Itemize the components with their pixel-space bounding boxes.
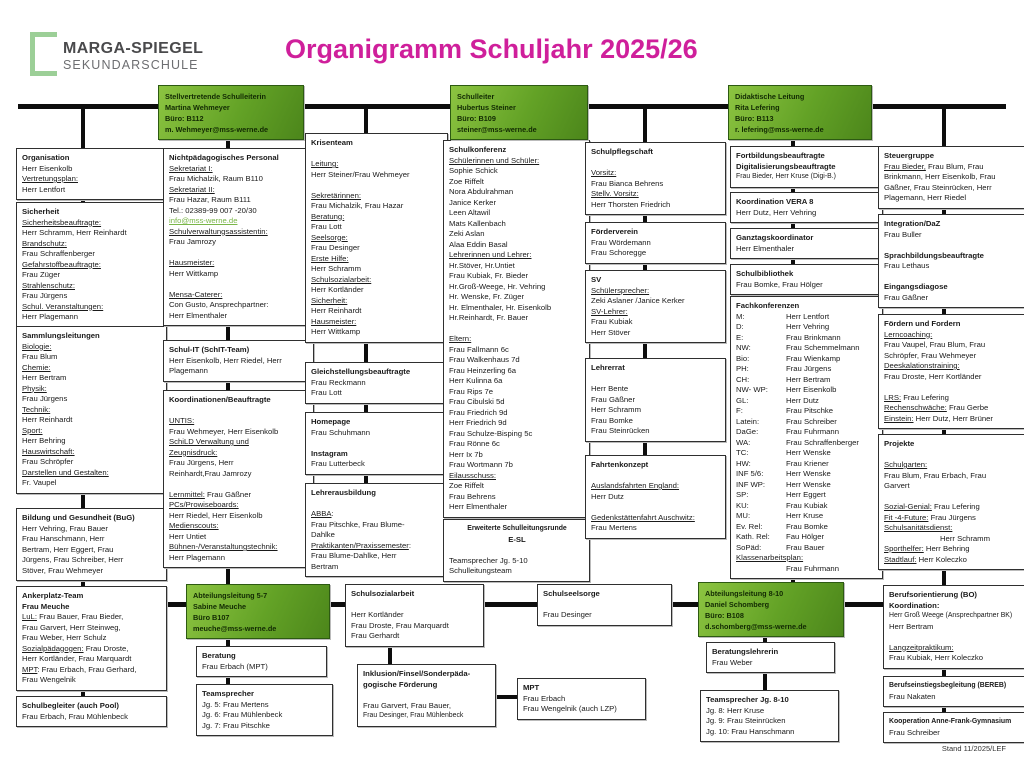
org-box-schulleiter: Schulleiter Hubertus Steiner Büro: B109 steiner@mss-werne.de bbox=[450, 85, 588, 140]
org-box-ankerplatz-team: Ankerplatz-Team Frau Meuche LuL: Frau Bauer, Frau Bieder, Frau Garvert, Herr Steinweg, Frau Weber, Herr Schulz Sozialpädagogen: Frau Droste, Herr Kortländer, Frau Marquardt MPT: Frau Erbach, Frau Gerhard, Frau Wengelnik bbox=[16, 586, 167, 691]
org-box-stellv-schulleiterin: Stellvertretende Schulleiterin Martina Wehmeyer Büro: B112 m. Wehmeyer@mss-werne.de bbox=[158, 85, 304, 140]
org-box-abteilungsleitung-5-7: Abteilungsleitung 5-7 Sabine Meuche Büro B107 meuche@mss-werne.de bbox=[186, 584, 330, 639]
org-box-beratung: Beratung Frau Erbach (MPT) bbox=[196, 646, 327, 677]
email-link[interactable]: info@mss-werne.de bbox=[169, 216, 238, 225]
org-box-sicherheit: Sicherheit Sicherheitsbeauftragte: Herr Schramm, Herr Reinhardt Brandschutz: Frau Schraffenberger Gefahrstoffbeauftragte: Frau Züger Strahlenschutz: Frau Jürgens Schul. Veranstaltungen: Herr Plagemann bbox=[16, 202, 167, 328]
org-box-koordinationen: Koordinationen/Beauftragte UNTIS: Frau Wehmeyer, Herr Eisenkolb SchiLD Verwaltung und Zeugnisdruck: Frau Jürgens, Herr Reinhardt,Frau Jamrozy Lernmittel: Frau Gäßner PCs/Prowiseboards: Herr Riedel, Herr Eisenkolb Medienscouts: Herr Untiet Bühnen-/Veranstaltungstechnik: Herr Plagemann bbox=[163, 390, 314, 568]
version-stamp: Stand 11/2025/LEF bbox=[941, 744, 1006, 753]
org-box-homepage-instagram: Homepage Frau Schuhmann Instagram Frau Lutterbeck bbox=[305, 412, 448, 475]
org-box-krisenteam: Krisenteam Leitung: Herr Steiner/Frau Wehmeyer Sekretärinnen: Frau Michalzik, Frau Hazar Beratung: Frau Lott Seelsorge: Frau Desinger Erste Hilfe: Herr Schramm Schulsozialarbeit: Herr Kortländer Sicherheit: Herr Reinhardt Hausmeister: Herr Wittkamp bbox=[305, 133, 448, 343]
org-box-fahrtenkonzept: Fahrtenkonzept Auslandsfahrten England: Herr Dutz Gedenkstättenfahrt Auschwitz: Frau Mertens bbox=[585, 455, 726, 539]
org-box-organisation: Organisation Herr Eisenkolb Vertretungsplan: Herr Lentfort bbox=[16, 148, 167, 200]
org-box-koordination-vera8: Koordination VERA 8 Herr Dutz, Herr Vehring bbox=[730, 192, 883, 223]
page-title: Organigramm Schuljahr 2025/26 bbox=[285, 34, 698, 64]
org-box-didaktische-leitung: Didaktische Leitung Rita Lefering Büro: B113 r. lefering@mss-werne.de bbox=[728, 85, 872, 140]
org-box-schulbegleiter: Schulbegleiter (auch Pool) Frau Erbach, Frau Mühlenbeck bbox=[16, 696, 167, 727]
org-box-berufsorientierung: Berufsorientierung (BO) Koordination: Herr Groß Weege (Ansprechpartner BK) Herr Bertram Langzeitpraktikum: Frau Kubiak, Herr Koleczko bbox=[883, 585, 1024, 669]
org-box-schulkonferenz: Schulkonferenz Schülerinnen und Schüler: Sophie Schick Zoe Riffelt Nora Abdulrahman Janice Kerker Leen Altawil Mats Kallenbach Zeki Aslan Alaa Eddin Basal Lehrerinnen und Lehrer: Hr.Stöver, Hr.Untiet Frau Kubiak, Fr. Bieder Hr.Groß-Weege, Hr. Vehring Hr. Wenske, Fr. Züger Hr. Elmenthaler, Hr. Eisenkolb Hr.Reinhardt, Fr. Bauer Eltern: Frau Fallmann 6c Frau Walkenhaus 7d Frau Heinzerling 6a Herr Kulinna 6a Frau Rips 7e Frau Cibulski 5d Frau Friedrich 9d Herr Friedrich 9d Frau Schulze-Bisping 5c Frau Rönne 6c Herr Ix 7b Frau Wortmann 7b Eilausschuss: Zoe Riffelt Frau Behrens Herr Elmenthaler bbox=[443, 140, 590, 518]
org-box-foerderverein: Förderverein Frau Wördemann Frau Schoregge bbox=[585, 222, 726, 264]
org-box-sammlungsleitungen: Sammlungsleitungen Biologie: Frau Blum Chemie: Herr Bertram Physik: Frau Jürgens Technik: Herr Reinhardt Sport: Herr Behring Hauswirtschaft: Frau Schröpfer Darstellen und Gestalten: Fr. Vaupel bbox=[16, 326, 167, 494]
org-box-teamsprecher-8-10: Teamsprecher Jg. 8-10 Jg. 8: Herr Kruse Jg. 9: Frau Steinrücken Jg. 10: Frau Hanschmann bbox=[700, 690, 839, 742]
org-box-projekte: Projekte Schulgarten: Frau Blum, Frau Erbach, Frau Garvert Sozial-Genial: Frau Lefering Fit -4-Future: Frau Jürgens Schulsanitätsdienst: Herr Schramm Sporthelfer: Herr Behring Stadtlauf: Herr Koleczko bbox=[878, 434, 1024, 570]
org-box-fortbildungsbeauftragte: Fortbildungsbeauftragte Digitalisierungsbeauftragte Frau Bieder, Herr Kruse (Digi-B.) bbox=[730, 146, 883, 188]
org-box-mpt: MPT Frau Erbach Frau Wengelnik (auch LZP) bbox=[517, 678, 646, 720]
org-box-teamsprecher-5-7: Teamsprecher Jg. 5: Frau Mertens Jg. 6: Frau Mühlenbeck Jg. 7: Frau Pitschke bbox=[196, 684, 333, 736]
logo-school-type: SEKUNDARSCHULE bbox=[63, 58, 199, 72]
logo-bracket-icon bbox=[30, 32, 57, 76]
school-logo bbox=[30, 30, 203, 76]
org-box-erweiterte-schulleitungsrunde: Erweiterte Schulleitungsrunde E-SL Teamsprecher Jg. 5-10 Schulleitungsteam bbox=[443, 519, 590, 582]
org-box-fachkonferenzen: Fachkonferenzen M: Herr Lentfort D: Herr Vehring E: Frau Brinkmann NW: Frau Schemmelmann Bio: Frau Wienkamp PH: Frau Jürgens CH: Herr Bertram NW- WP: Herr Eisenkolb GL: Herr Dutz F: Frau Pitschke Latein: Frau Schreiber DaGe: Frau Fuhrmann WA: Frau Schraffenberger TC: Herr Wenske HW: Frau Kriener INF 5/6: Herr Wenske INF WP: Herr Wenske SP: Herr Eggert KU: Frau Kubiak MU: Herr Kruse Ev. Rel: Frau Bomke Kath. Rel: Fau Hölger SoPäd: Frau Bauer Klassenarbeitsplan: Frau Fuhrmann bbox=[730, 296, 883, 579]
org-box-abteilungsleitung-8-10: Abteilungsleitung 8-10 Daniel Schomberg Büro: B108 d.schomberg@mss-werne.de bbox=[698, 582, 844, 637]
org-box-lehrerausbildung: Lehrerausbildung ABBA: Frau Pitschke, Frau Blume- Dahlke Praktikanten/Praxissemester: Frau Blume-Dahlke, Herr Bertram bbox=[305, 483, 448, 577]
org-box-ganztagskoordinator: Ganztagskoordinator Herr Elmenthaler bbox=[730, 228, 883, 259]
org-box-berufseinstiegsbegleitung: Berufseinstiegsbegleitung (BEREB) Frau Nakaten bbox=[883, 676, 1024, 707]
org-box-integration-daz: Integration/DaZ Frau Buller Sprachbildungsbeauftragte Frau Lethaus Eingangsdiagose Frau Gäßner bbox=[878, 214, 1024, 308]
org-box-kooperation-afg: Kooperation Anne-Frank-Gymnasium Frau Schreiber bbox=[883, 712, 1024, 743]
org-box-schulsozialarbeit: Schulsozialarbeit Herr Kortländer Frau Droste, Frau Marquardt Frau Gerhardt bbox=[345, 584, 484, 647]
org-box-gleichstellungsbeauftragte: Gleichstellungsbeauftragte Frau Reckmann Frau Lott bbox=[305, 362, 448, 404]
org-box-foerdern-und-fordern: Fördern und Fordern Lerncoaching: Frau Vaupel, Frau Blum, Frau Schröpfer, Frau Wehmeyer Deeskalationstraining: Frau Droste, Herr Kortländer LRS: Frau Lefering Rechenschwäche: Frau Gerbe Einstein: Herr Dutz, Herr Brüner bbox=[878, 314, 1024, 429]
org-box-bildung-und-gesundheit: Bildung und Gesundheit (BuG) Herr Vehring, Frau Bauer Frau Hanschmann, Herr Bertram, Herr Eggert, Frau Jürgens, Frau Schreiber, Herr Stöver, Frau Wehmeyer bbox=[16, 508, 167, 581]
org-box-beratungslehrerin: Beratungslehrerin Frau Weber bbox=[706, 642, 835, 673]
org-box-lehrerrat: Lehrerrat Herr Bente Frau Gäßner Herr Schramm Frau Bomke Frau Steinrücken bbox=[585, 358, 726, 442]
org-box-sv: SV Schülersprecher: Zeki Aslaner /Janice Kerker SV-Lehrer: Frau Kubiak Herr Stöver bbox=[585, 270, 726, 343]
org-box-schulbibliothek: Schulbibliothek Frau Bomke, Frau Hölger bbox=[730, 264, 883, 295]
org-box-nichtpaedagogisches-personal: Nichtpädagogisches Personal Sekretariat I: Frau Michalzik, Raum B110 Sekretariat II: Frau Hazar, Raum B111 Tel.: 02389-99 007 -20/30 info@mss-werne.de Schulverwaltungsassistentin: Frau Jamrozy Hausmeister: Herr Wittkamp Mensa-Caterer: Con Gusto, Ansprechpartner: Herr Elmenthaler bbox=[163, 148, 314, 326]
org-box-schulpflegschaft: Schulpflegschaft Vorsitz: Frau Bianca Behrens Stellv. Vorsitz: Herr Thorsten Friedrich bbox=[585, 142, 726, 215]
org-box-inklusion: Inklusion/Finsel/Sonderpäda- gogische Förderung Frau Garvert, Frau Bauer, Frau Desinger, Frau Mühlenbeck bbox=[357, 664, 496, 727]
logo-school-name: MARGA-SPIEGEL bbox=[63, 40, 204, 57]
org-box-schulseelsorge: Schulseelsorge Frau Desinger bbox=[537, 584, 672, 626]
org-box-steuergruppe: Steuergruppe Frau Bieder, Frau Blum, Frau Brinkmann, Herr Eisenkolb, Frau Gäßner, Frau Steinrücken, Herr Plagemann, Herr Riedel bbox=[878, 146, 1024, 209]
org-box-schul-it: Schul-IT (SchIT-Team) Herr Eisenkolb, Herr Riedel, Herr Plagemann bbox=[163, 340, 314, 382]
